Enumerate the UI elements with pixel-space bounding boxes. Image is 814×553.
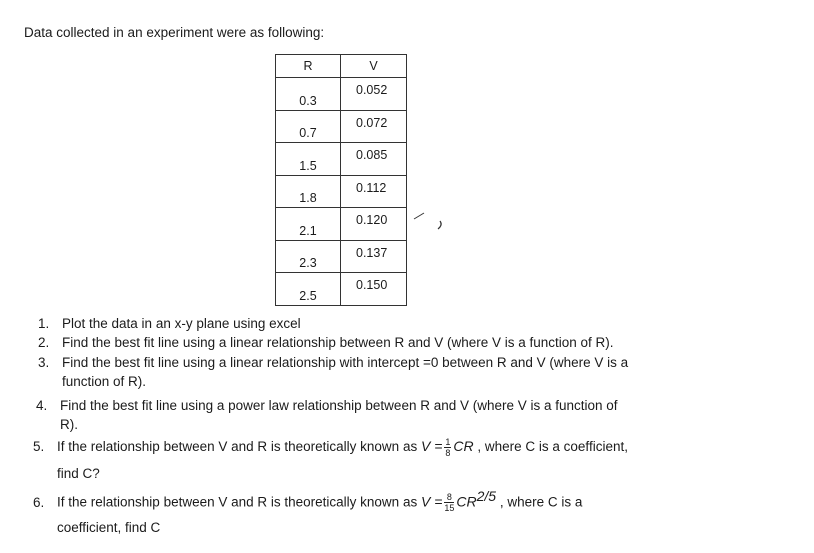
- cell-v: 0.085: [341, 143, 407, 176]
- question-text: Plot the data in an x-y plane using excel: [62, 316, 301, 331]
- question-5: [33, 437, 628, 483]
- cell-r: 2.3: [276, 240, 341, 273]
- question-number: 4.: [36, 398, 48, 413]
- cell-v: 0.052: [341, 78, 407, 111]
- intro-text: Data collected in an experiment were as following:: [24, 25, 325, 40]
- question-text-continued: function of R).: [62, 374, 147, 389]
- header-v: V: [341, 55, 407, 78]
- cell-r: 1.5: [276, 143, 341, 176]
- question-text-post: , where C is a: [499, 494, 583, 510]
- table-row: [276, 208, 407, 241]
- table-row: [276, 143, 407, 176]
- formula-v-equals: V =: [420, 493, 443, 510]
- question-text: Find the best fit line using a linear relationship between R and V (where V is a function of R).: [62, 335, 614, 350]
- table-row: [276, 78, 407, 111]
- cell-v: 0.137: [341, 240, 407, 273]
- cell-v: 0.120: [341, 208, 407, 241]
- table-header-row: [276, 55, 407, 78]
- pen-mark-icon: [412, 205, 452, 235]
- question-2: [38, 333, 614, 352]
- table-row: [276, 175, 407, 208]
- fraction: [444, 437, 451, 458]
- question-text: Find the best fit line using a linear relationship with intercept =0 between R and V (where V is a: [62, 355, 629, 370]
- question-text: If the relationship between V and R is theoretically known as: [57, 439, 418, 455]
- question-text-continued: coefficient, find C: [57, 520, 161, 536]
- cell-r: 2.1: [276, 208, 341, 241]
- question-text-post: , where C is a coefficient,: [477, 439, 628, 455]
- question-number: 2.: [38, 335, 50, 350]
- cell-v: 0.072: [341, 110, 407, 143]
- question-text-continued: find C?: [57, 466, 100, 481]
- formula-expression: CR: [456, 493, 477, 510]
- header-r: R: [276, 55, 341, 78]
- formula-v-equals: V =: [420, 438, 443, 455]
- table-row: [276, 110, 407, 143]
- question-4: [36, 396, 618, 434]
- formula-exponent: 2/5: [476, 488, 497, 504]
- fraction-numerator: 8: [444, 492, 454, 503]
- cell-v: 0.112: [341, 175, 407, 208]
- question-1: [38, 314, 301, 333]
- fraction-denominator: 8: [445, 448, 451, 458]
- question-number: 1.: [38, 316, 50, 331]
- question-text: Find the best fit line using a power law relationship between R and V (where V is a function of: [60, 398, 618, 413]
- question-text: If the relationship between V and R is theoretically known as: [57, 494, 418, 510]
- cell-r: 1.8: [276, 175, 341, 208]
- question-3: [38, 353, 628, 391]
- cell-r: 0.3: [276, 78, 341, 111]
- question-6: [33, 487, 582, 537]
- question-number: 3.: [38, 355, 50, 370]
- table-row: [276, 273, 407, 306]
- formula-expression: CR: [453, 438, 474, 455]
- fraction-denominator: 15: [444, 503, 455, 514]
- cell-v: 0.150: [341, 273, 407, 306]
- table-row: [276, 240, 407, 273]
- question-number: 5.: [33, 439, 45, 455]
- question-number: 6.: [33, 494, 45, 510]
- cell-r: 0.7: [276, 110, 341, 143]
- cell-r: 2.5: [276, 273, 341, 306]
- fraction: [444, 492, 454, 513]
- question-text-continued: R).: [60, 417, 78, 432]
- data-table: [275, 54, 407, 306]
- fraction-numerator: 1: [445, 437, 451, 447]
